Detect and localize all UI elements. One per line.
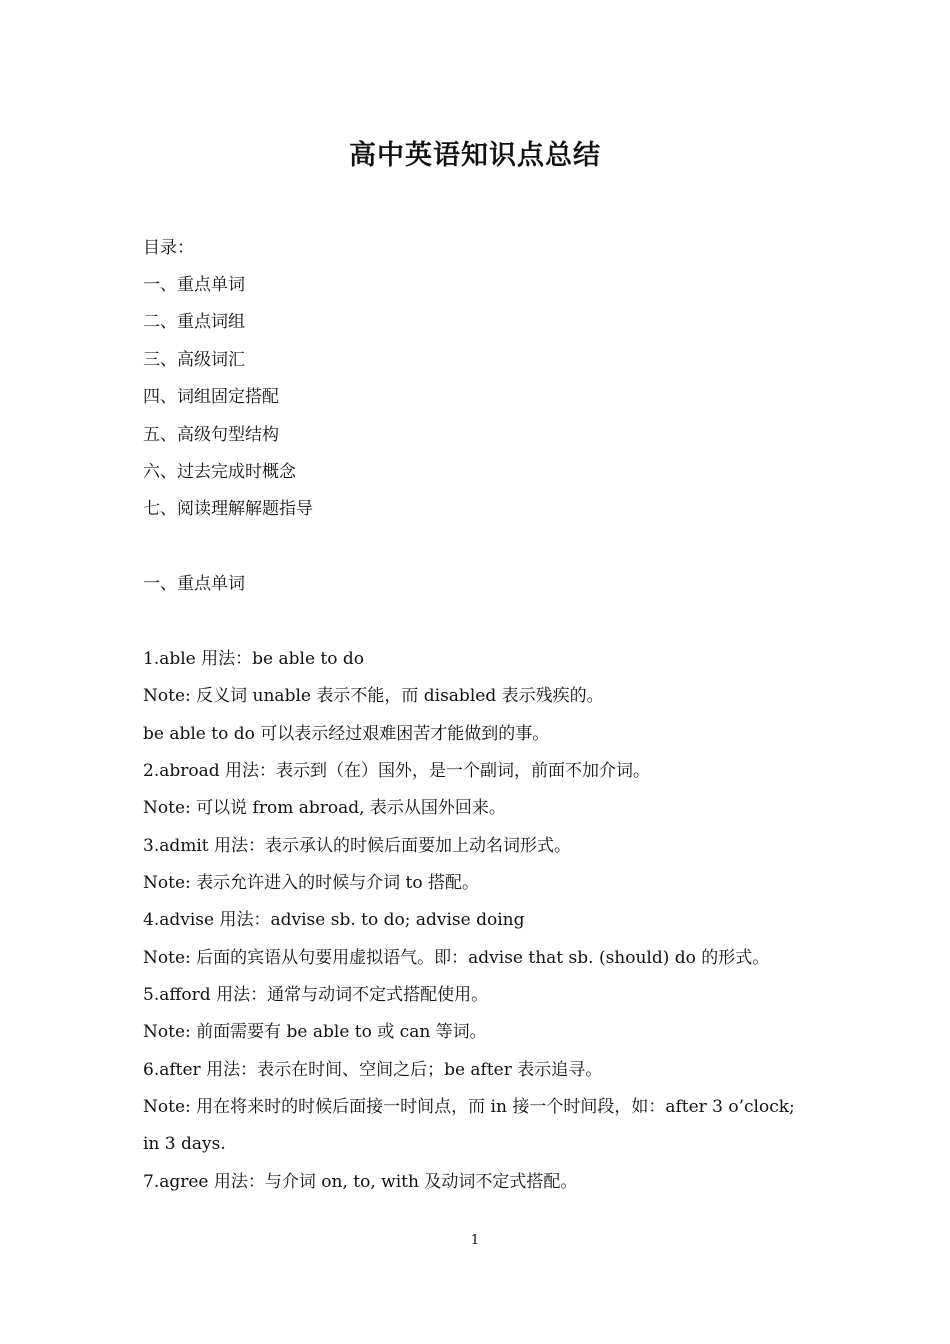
entry-line: 5.afford 用法：通常与动词不定式搭配使用。: [143, 985, 489, 1005]
toc-item: 七、阅读理解解题指导: [143, 499, 313, 519]
entry-line: Note: 可以说 from abroad, 表示从国外回来。: [143, 798, 506, 818]
page-number: 1: [470, 1233, 480, 1248]
entry-line: 2.abroad 用法：表示到（在）国外，是一个副词，前面不加介词。: [143, 761, 651, 781]
entry-line: Note: 前面需要有 be able to 或 can 等词。: [143, 1022, 487, 1042]
entry-line: 4.advise 用法：advise sb. to do; advise doing: [143, 910, 525, 930]
toc-item: 三、高级词汇: [143, 350, 245, 370]
entry-line: 6.after 用法：表示在时间、空间之后；be after 表示追寻。: [143, 1060, 603, 1080]
toc-heading: 目录：: [143, 238, 194, 258]
document-title: 高中英语知识点总结: [349, 140, 601, 171]
entry-line: be able to do 可以表示经过艰难困苦才能做到的事。: [143, 724, 550, 744]
toc-item: 二、重点词组: [143, 312, 245, 332]
toc-item: 五、高级句型结构: [143, 425, 279, 445]
entry-line: Note: 后面的宾语从句要用虚拟语气。即：advise that sb. (should) do 的形式。: [143, 948, 770, 968]
toc-item: 四、词组固定搭配: [143, 387, 279, 407]
section-heading: 一、重点单词: [143, 574, 245, 594]
entry-line: 1.able 用法：be able to do: [143, 649, 364, 669]
entry-line: 7.agree 用法：与介词 on, to, with 及动词不定式搭配。: [143, 1172, 578, 1192]
entry-line: Note: 反义词 unable 表示不能，而 disabled 表示残疾的。: [143, 686, 604, 706]
entry-line: Note: 用在将来时的时候后面接一时间点，而 in 接一个时间段，如：after 3 o’clock;: [143, 1097, 795, 1117]
toc-item: 一、重点单词: [143, 275, 245, 295]
toc-item: 六、过去完成时概念: [143, 462, 296, 482]
entry-line: 3.admit 用法：表示承认的时候后面要加上动名词形式。: [143, 836, 572, 856]
entry-line: in 3 days.: [143, 1134, 226, 1154]
entry-line: Note: 表示允许进入的时候与介词 to 搭配。: [143, 873, 480, 893]
